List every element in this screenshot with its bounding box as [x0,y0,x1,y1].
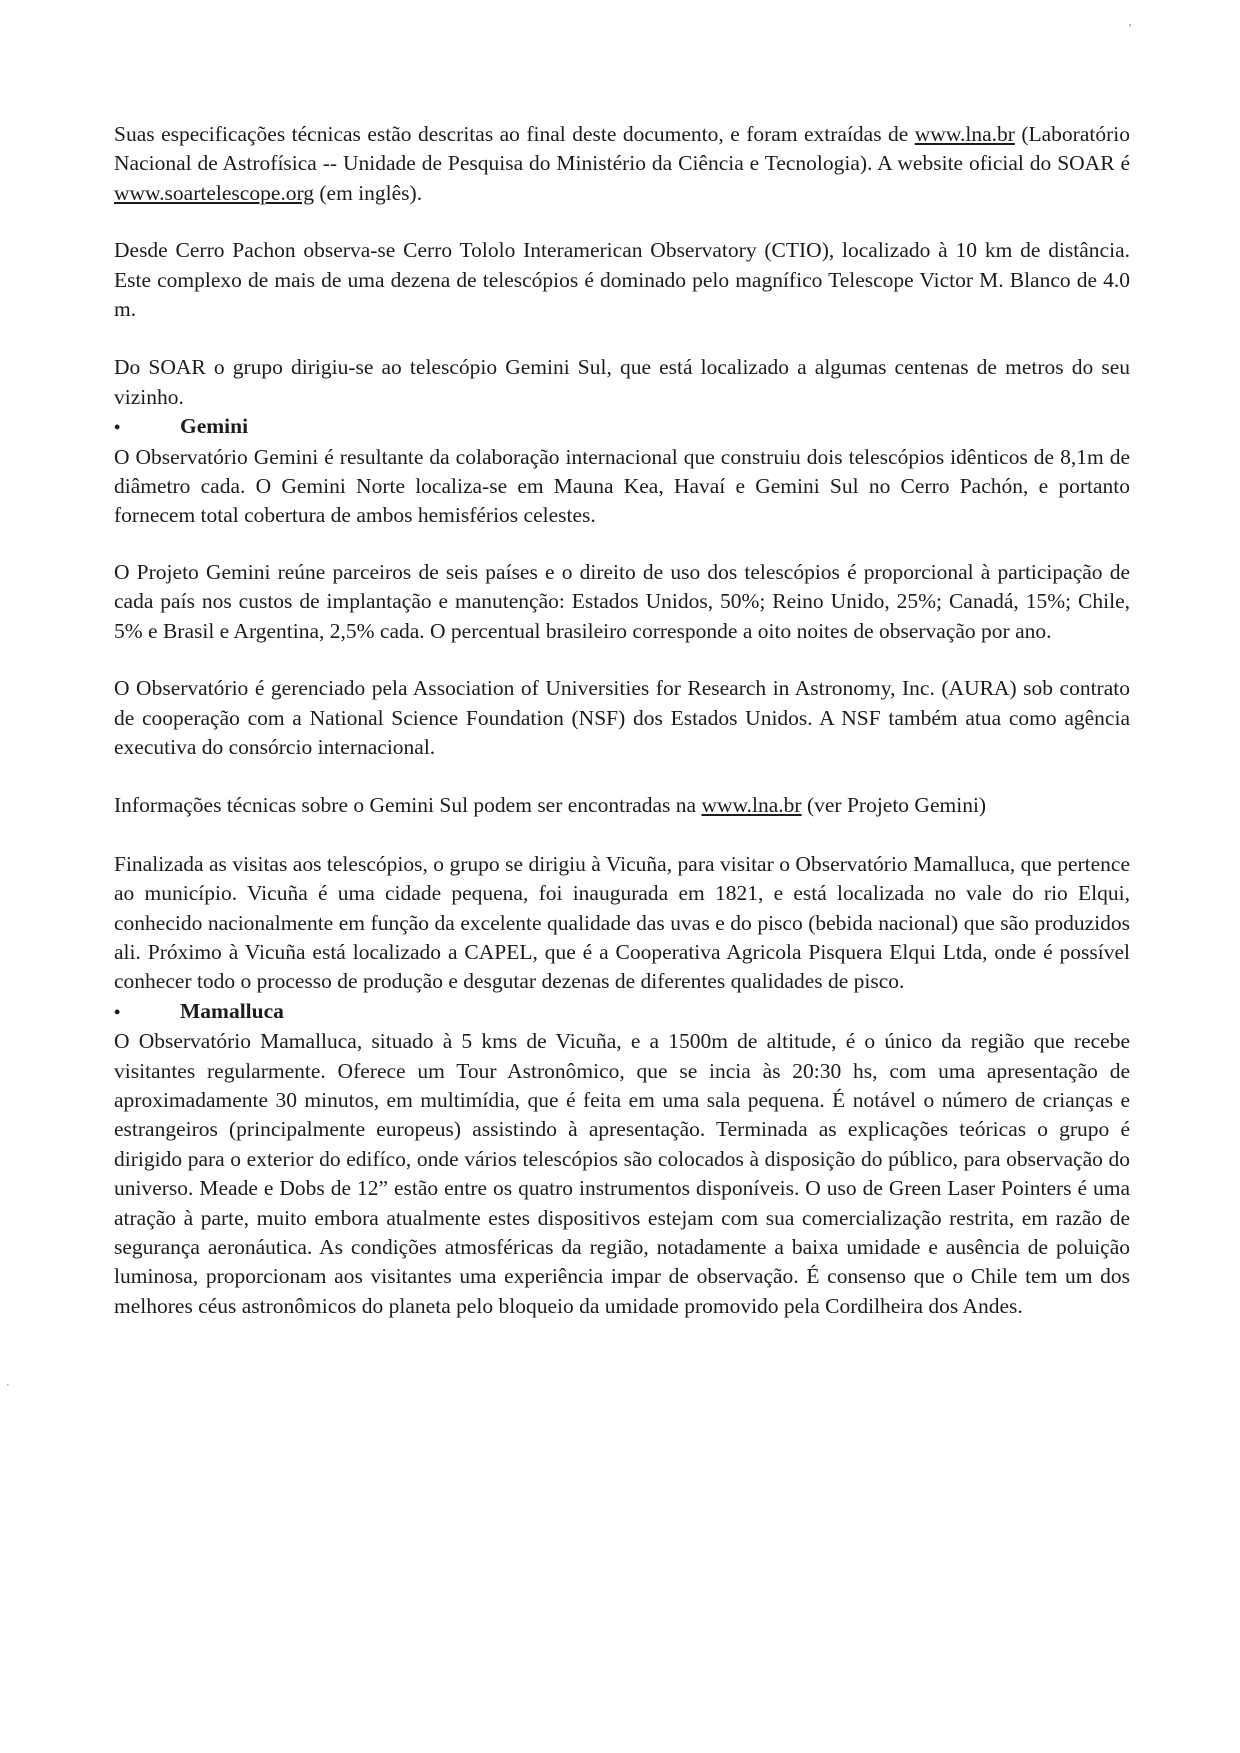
paragraph-text: (ver Projeto Gemini) [801,793,987,818]
paragraph-gemini-partners: O Projeto Gemini reúne parceiros de seis países e o direito de uso dos telescópios é proporcional à participação de cada país nos custos de implantação e manutenção: Estados Unidos, 50%; Reino Unido, 25%; Canadá, 15%; Chile, 5% e Brasil e Argentina, 2,5% cada. O percentual brasileiro corresponde a oito noites de observação por ano. [114,559,1130,643]
paragraph-technical-info [114,791,1130,820]
paragraph-ctio: Desde Cerro Pachon observa-se Cerro Tololo Interamerican Observatory (CTIO), localizado à 10 km de distância. Este complexo de mais de uma dezena de telescópios é dominado pelo magnífico Telescope Victor M. Blanco de 4.0 m. [114,238,1130,322]
section-title: Gemini [180,414,249,439]
paragraph-specifications [114,120,1130,208]
section-heading-mamalluca [114,997,1130,1027]
bullet-icon: • [114,417,121,438]
document-body [114,120,1130,1321]
paragraph-text: Suas especificações técnicas estão descritas ao final deste documento, e foram extraídas de [114,122,915,146]
lna-link[interactable]: www.lna.br [701,793,802,818]
section-heading-gemini [114,412,1130,442]
scan-speck: · [6,1378,10,1392]
paragraph-vicuna: Finalizada as visitas aos telescópios, o grupo se dirigiu à Vicuña, para visitar o Observatório Mamalluca, que pertence ao município. Vicuña é uma cidade pequena, foi inaugurada em 1821, e está localizada no vale do rio Elqui, conhecido nacionalmente em função da excelente qualidade das uvas e do pisco (bebida nacional) que são produzidos ali. Próximo à Vicuña está localizado a CAPEL, que é a Cooperativa Agricola Pisquera Elqui Ltda, onde é possível conhecer todo o processo de produção e desgutar dezenas de diferentes qualidades de pisco. [114,851,1130,994]
paragraph-gemini-observatory: O Observatório Gemini é resultante da colaboração internacional que construiu dois telescópios idênticos de 8,1m de diâmetro cada. O Gemini Norte localiza-se em Mauna Kea, Havaí e Gemini Sul no Cerro Pachón, e portanto fornecem total cobertura de ambos hemisférios celestes. [114,444,1130,528]
bullet-icon: • [114,1001,121,1022]
scan-speck: ’ [1128,22,1132,36]
section-title: Mamalluca [180,998,284,1023]
paragraph-text: Informações técnicas sobre o Gemini Sul podem ser encontradas na [114,793,702,818]
lna-link[interactable]: www.lna.br [914,122,1015,146]
paragraph-mamalluca: O Observatório Mamalluca, situado à 5 kms de Vicuña, e a 1500m de altitude, é o único da região que recebe visitantes regularmente. Oferece um Tour Astronômico, que se incia às 20:30 hs, com uma apresentação de aproximadamente 30 minutos, em multimídia, que é feita em uma sala pequena. É notável o número de crianças e estrangeiros (principalmente europeus) assistindo à apresentação. Terminada as explicações teóricas o grupo é dirigido para o exterior do edifíco, onde vários telescópios são colocados à disposição do público, para observação do universo. Meade e Dobs de 12” estão entre os quatro instrumentos disponíveis. O uso de Green Laser Pointers é uma atração à parte, muito embora atualmente estes dispositivos estejam com sua comercialização restrita, em razão de segurança aeronáutica. As condições atmosféricas da região, notadamente a baixa umidade e ausência de poluição luminosa, proporcionam aos visitantes uma experiência impar de observação. É consenso que o Chile tem um dos melhores céus astronômicos do planeta pelo bloqueio da umidade promovido pela Cordilheira dos Andes. [114,1029,1130,1318]
paragraph-soar-to-gemini: Do SOAR o grupo dirigiu-se ao telescópio Gemini Sul, que está localizado a algumas centenas de metros do seu vizinho. [114,355,1130,409]
soar-link[interactable]: www.soartelescope.org [114,180,315,205]
paragraph-aura: O Observatório é gerenciado pela Association of Universities for Research in Astronomy, Inc. (AURA) sob contrato de cooperação com a National Science Foundation (NSF) dos Estados Unidos. A NSF também atua como agência executiva do consórcio internacional. [114,676,1130,759]
paragraph-text: (Laboratório Nacional de Astrofísica -- Unidade de Pesquisa do Ministério da Ciência e Tecnologia). A website oficial do SOAR é [114,122,1130,176]
paragraph-text: (em inglês). [314,180,423,205]
